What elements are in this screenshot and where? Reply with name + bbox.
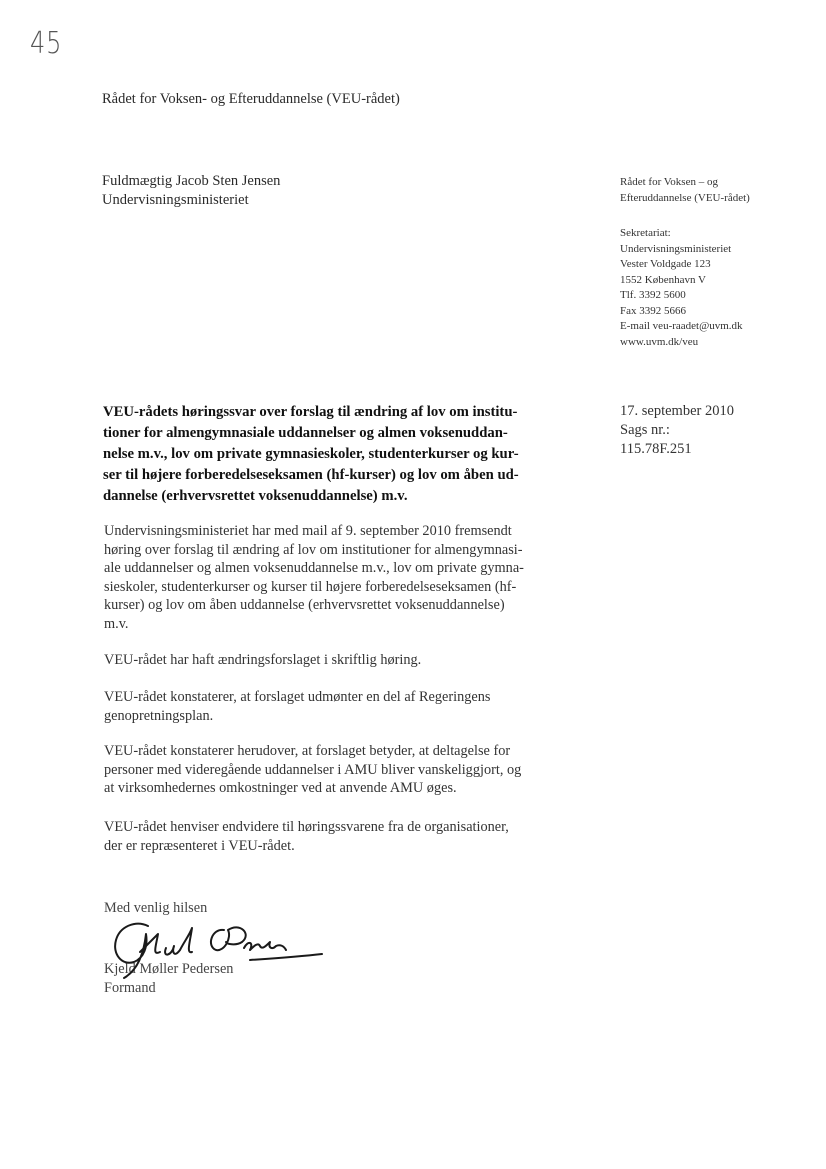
subject-line: dannelse (erhvervsrettet voksenuddannelse) m.v. [103, 488, 408, 504]
text-line: personer med videregående uddannelser i AMU bliver vanskeliggjort, og [104, 761, 522, 778]
sender-city: 1552 København V [620, 273, 706, 286]
sender-block [620, 175, 750, 350]
sender-phone: Tlf. 3392 5600 [620, 289, 686, 301]
meta-block [620, 402, 734, 459]
recipient-name: Fuldmægtig Jacob Sten Jensen [102, 173, 281, 189]
letter-date: 17. september 2010 [620, 403, 734, 419]
subject-line: nelse m.v., lov om private gymnasieskoler, studenterkurser og kur- [103, 446, 519, 462]
subject-line: ser til højere forberedelseseksamen (hf-kurser) og lov om åben ud- [103, 467, 519, 483]
sender-street: Vester Voldgade 123 [620, 258, 711, 270]
paragraph-5 [104, 818, 574, 855]
paragraph-2 [104, 651, 574, 670]
text-line: VEU-rådet har haft ændringsforslaget i skriftlig høring. [104, 652, 422, 668]
text-line: kurser) og lov om åben uddannelse (erhvervsrettet voksenuddannelse) [104, 597, 505, 613]
sender-fax: Fax 3392 5666 [620, 304, 686, 317]
closing-greeting: Med venlig hilsen [104, 900, 208, 916]
secretariat-label: Sekretariat: [620, 227, 671, 239]
signer-title: Formand [104, 980, 156, 996]
text-line: genopretningsplan. [104, 707, 214, 724]
sender-ministry: Undervisningsministeriet [620, 242, 732, 255]
text-line: høring over forslag til ændring af lov om institutioner for almengymnasi- [104, 541, 523, 558]
org-header: Rådet for Voksen- og Efteruddannelse (VEU-rådet) [102, 91, 400, 107]
text-line: VEU-rådet henviser endvidere til høringssvarene fra de organisationer, [104, 819, 509, 835]
recipient-block [102, 172, 280, 210]
sender-org-line2: Efteruddannelse (VEU-rådet) [620, 191, 750, 204]
handwritten-signature [100, 912, 330, 982]
sender-web: www.uvm.dk/veu [620, 335, 699, 348]
text-line: ale uddannelser og almen voksenuddannelse m.v., lov om private gymna- [104, 560, 524, 576]
text-line: sieskoler, studenterkurser og kurser til højere forberedelseseksamen (hf- [104, 578, 517, 595]
case-label: Sags nr.: [620, 422, 670, 438]
text-line: at virksomhedernes omkostninger ved at anvende AMU øges. [104, 780, 457, 796]
page-number: 45 [30, 26, 63, 61]
case-number: 115.78F.251 [620, 441, 692, 457]
paragraph-4 [104, 742, 574, 798]
text-line: VEU-rådet konstaterer herudover, at forslaget betyder, at deltagelse for [104, 743, 511, 759]
text-line: Undervisningsministeriet har med mail af 9. september 2010 fremsendt [104, 523, 512, 539]
paragraph-3 [104, 688, 574, 725]
subject-line: VEU-rådets høringssvar over forslag til ændring af lov om institu- [103, 404, 518, 420]
paragraph-1 [104, 522, 574, 633]
subject-heading [103, 402, 565, 507]
sender-org-line1: Rådet for Voksen – og [620, 176, 718, 188]
text-line: der er repræsenteret i VEU-rådet. [104, 837, 295, 854]
recipient-ministry: Undervisningsministeriet [102, 192, 249, 208]
text-line: m.v. [104, 615, 129, 632]
signer-name: Kjeld Møller Pedersen [104, 961, 234, 977]
text-line: VEU-rådet konstaterer, at forslaget udmønter en del af Regeringens [104, 689, 491, 705]
subject-line: tioner for almengymnasiale uddannelser og almen voksenuddan- [103, 425, 508, 441]
sender-email: E-mail veu-raadet@uvm.dk [620, 320, 743, 332]
